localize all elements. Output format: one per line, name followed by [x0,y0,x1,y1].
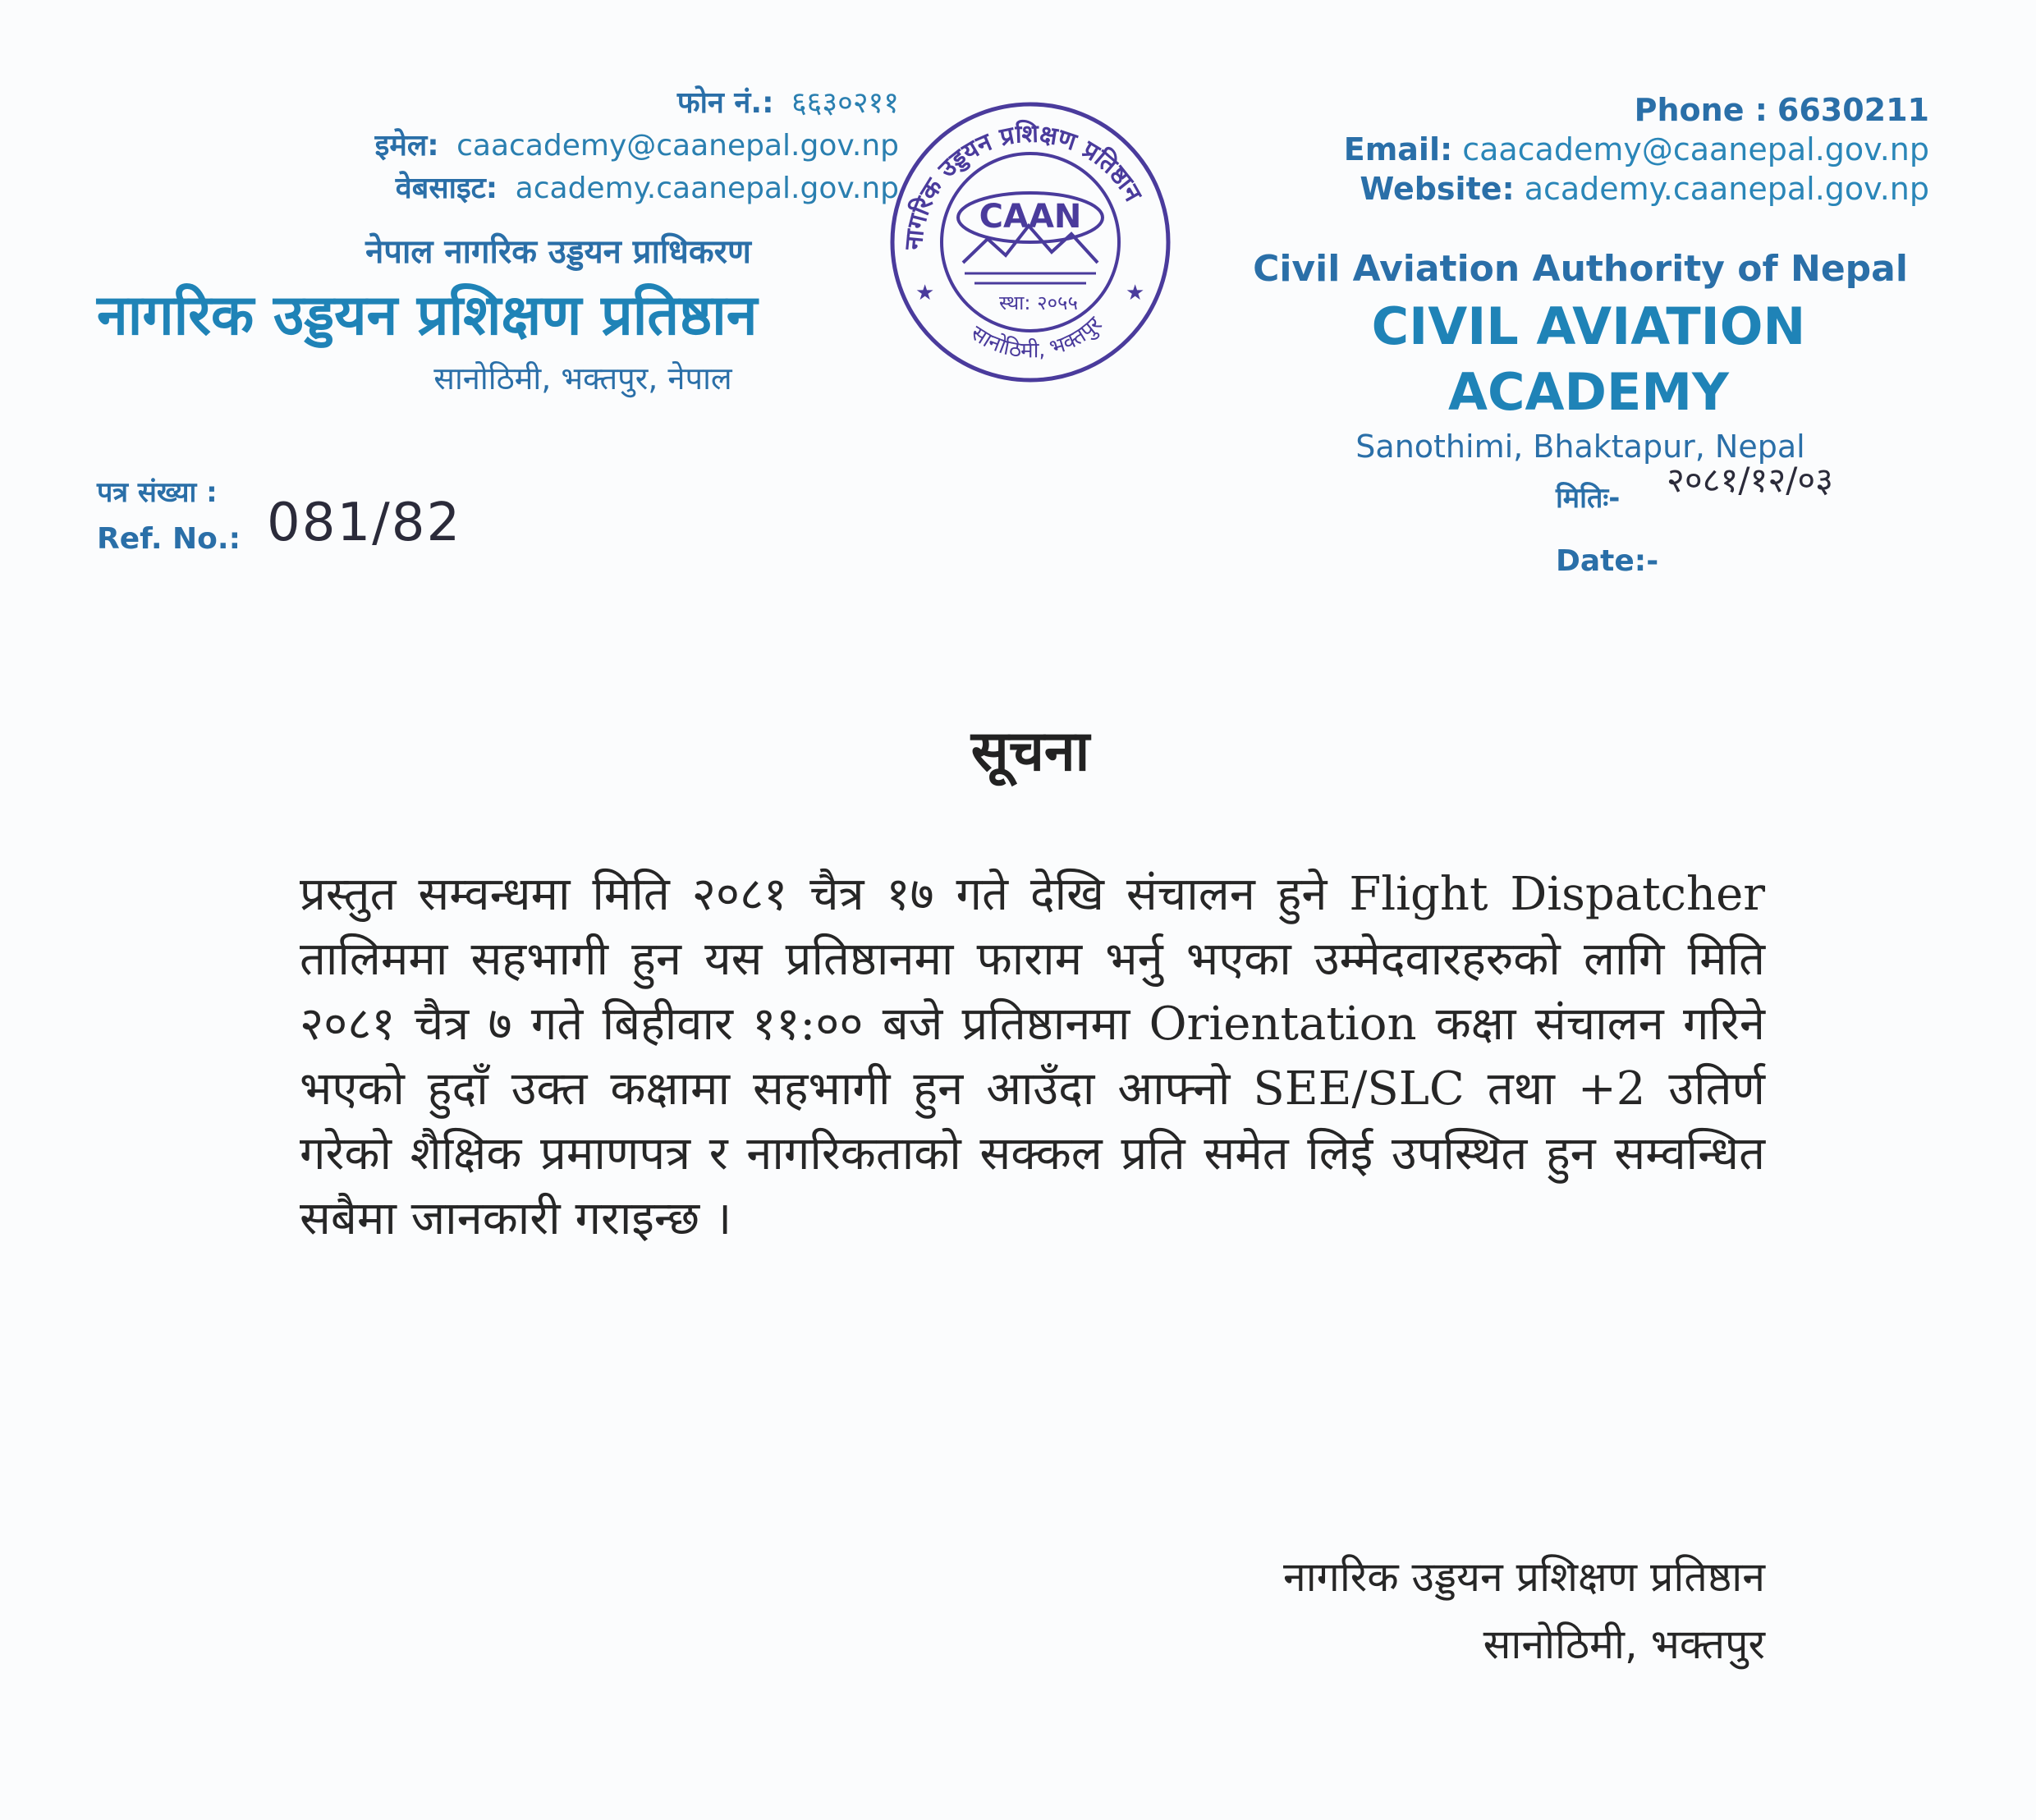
date-labels [1556,480,1658,582]
letterhead-english [1215,90,1929,468]
letterhead-nepali [82,82,985,401]
reference-labels [97,474,241,560]
notice-body: प्रस्तुत सम्वन्धमा मिति २०८१ चैत्र १७ गते देखि संचालन हुने Flight Dispatcher तालिममा सहभागी हुन यस प्रतिष्ठानमा फाराम भर्नु भएका उम्मेदवारहरुको लागि मिति २०८१ चैत्र ७ गते बिहीवार ११:०० बजे प्रतिष्ठानमा Orientation कक्षा संचालन गरिने भएको हुदाँ उक्त कक्षामा सहभागी हुन आउँदा आफ्नो SEE/SLC तथा +2 उतिर्ण गरेको शैक्षिक प्रमाणपत्र र नागरिकताको सक्कल प्रति समेत लिई उपस्थित हुन सम्वन्धित सबैमा जानकारी गराइन्छ । [300,868,1765,1245]
phone-line-en [1215,90,1929,130]
email-label-np: इमेल: [374,129,439,163]
phone-value-np: ६६३०२११ [791,86,899,120]
seal-established: स्था: २०५५ [998,291,1079,314]
phone-label-en: Phone : [1634,92,1768,128]
address-np: सानोठिमी, भक्तपुर, नेपाल [433,360,732,397]
seal-logo-text: CAAN [979,198,1082,236]
website-label-en: Website: [1360,171,1515,207]
signature-line-2: सानोठिमी, भक्तपुर [1483,1621,1765,1668]
email-value-np[interactable]: caacademy@caanepal.gov.np [456,129,899,163]
seal-star-icon: ★ [1126,281,1145,305]
website-label-np: वेबसाइट: [395,172,498,205]
signature-block [1067,1543,1765,1678]
authority-name-en: Civil Aviation Authority of Nepal [1253,248,1908,290]
seal-top-text: नागरिक उड्डयन प्रशिक्षण प्रतिष्ठान [899,119,1148,251]
email-value-en[interactable]: caacademy@caanepal.gov.np [1462,131,1929,167]
email-line-en [1215,130,1929,169]
date-label-np: मितिः- [1556,482,1621,515]
phone-label-np: फोन नं.: [676,86,774,120]
notice-title: सूचना [970,719,1090,784]
email-line-np [82,125,985,167]
address-en: Sanothimi, Bhaktapur, Nepal [1355,429,1805,465]
authority-name-np: नेपाल नागरिक उड्डयन प्राधिकरण [365,233,751,271]
signature-line-1: नागरिक उड्डयन प्रशिक्षण प्रतिष्ठान [1282,1553,1765,1601]
seal-star-icon: ★ [915,281,935,305]
date-label-en: Date:- [1556,544,1659,578]
website-value-en[interactable]: academy.caanepal.gov.np [1524,171,1929,207]
phone-value-en: 6630211 [1777,92,1929,128]
academy-name-np: नागरिक उड्डयन प्रशिक्षण प्रतिष्ठान [97,283,758,348]
seal-bottom-text: सानोठिमी, भक्तपुर [966,312,1107,364]
phone-line-np [82,82,985,125]
academy-seal-icon [883,94,1178,390]
email-label-en: Email: [1343,131,1453,167]
website-value-np[interactable]: academy.caanepal.gov.np [515,172,899,205]
website-line-np [82,167,985,210]
academy-name-en: CIVIL AVIATION ACADEMY [1371,296,1806,422]
reference-label-en: Ref. No.: [97,522,241,556]
reference-number: 081/82 [267,493,462,553]
date-value: २०८१/१२/०३ [1667,460,1834,500]
website-line-en [1215,169,1929,209]
reference-label-np: पत्र संख्या : [97,476,218,509]
